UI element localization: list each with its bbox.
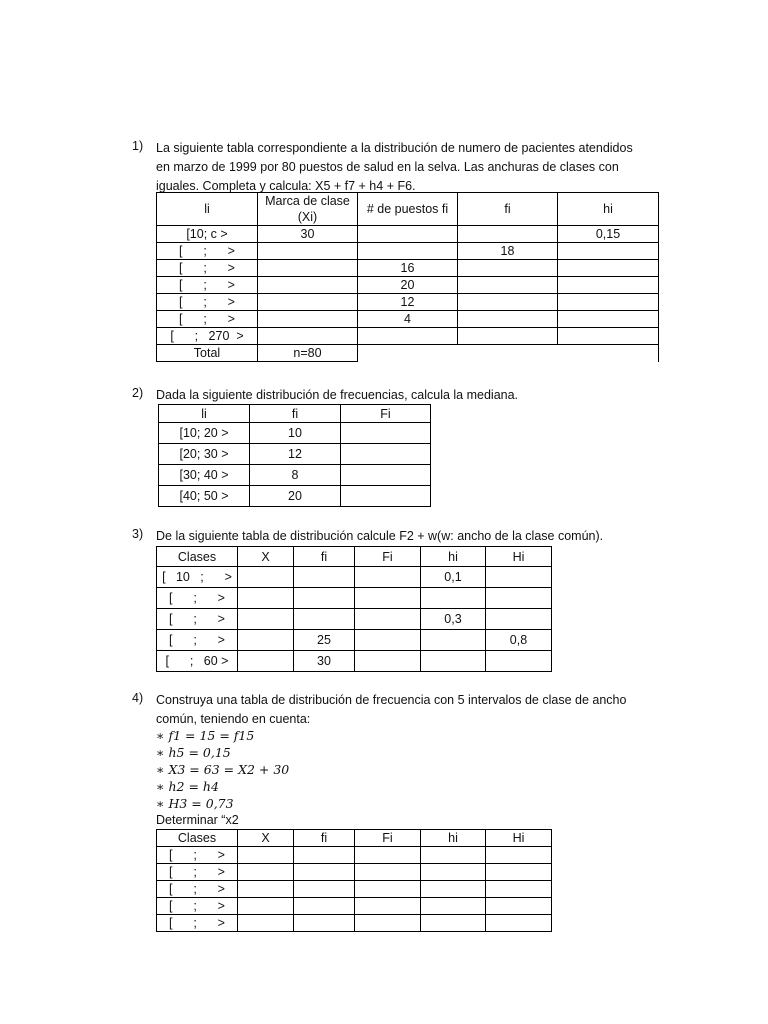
table-cell xyxy=(341,444,431,465)
table-cell: 20 xyxy=(358,277,458,294)
question-line: Construya una tabla de distribución de frecuencia con 5 intervalos de clase de ancho xyxy=(156,693,627,707)
table-cell xyxy=(294,588,355,609)
table-cell xyxy=(238,630,294,651)
table-cell: [ ; > xyxy=(157,294,258,311)
table-cell xyxy=(558,260,659,277)
column-header: Clases xyxy=(157,547,238,567)
table-cell: 30 xyxy=(258,226,358,243)
table-cell: [ ; 60 > xyxy=(157,651,238,672)
table-cell: [ ; > xyxy=(157,915,238,932)
condition: ∗ 𝑋3 = 63 = 𝑋2 + 30 xyxy=(156,762,290,777)
table-row xyxy=(157,243,659,260)
table-row xyxy=(157,226,659,243)
column-header: hi xyxy=(421,547,486,567)
table-row xyxy=(157,588,552,609)
table-cell xyxy=(238,881,294,898)
table-cell: 25 xyxy=(294,630,355,651)
table-cell: 12 xyxy=(250,444,341,465)
total-row xyxy=(157,345,659,362)
table-cell xyxy=(238,915,294,932)
question-line: en marzo de 1999 por 80 puestos de salud en la selva. Las anchuras de clases con xyxy=(156,160,619,174)
table-cell xyxy=(355,881,421,898)
table-cell xyxy=(258,294,358,311)
table-row xyxy=(159,444,431,465)
table-cell: 4 xyxy=(358,311,458,328)
table-cell: [ ; > xyxy=(157,277,258,294)
column-header: hi xyxy=(558,193,659,226)
table-cell: [40; 50 > xyxy=(159,486,250,507)
table-cell xyxy=(341,423,431,444)
total-label: Total xyxy=(157,345,258,362)
question-number: 2) xyxy=(132,386,144,400)
table-cell xyxy=(341,486,431,507)
column-header: fi xyxy=(250,405,341,423)
table-cell xyxy=(458,311,558,328)
table-cell: [ ; > xyxy=(157,847,238,864)
table-row xyxy=(157,651,552,672)
table-cell xyxy=(238,567,294,588)
table-row xyxy=(157,567,552,588)
table-q4 xyxy=(156,829,552,932)
column-header: fi xyxy=(294,830,355,847)
column-header: X xyxy=(238,830,294,847)
table-cell xyxy=(258,243,358,260)
table-cell: [ ; > xyxy=(157,881,238,898)
column-header: fi xyxy=(294,547,355,567)
table-cell xyxy=(258,260,358,277)
question-text xyxy=(156,139,676,196)
table-row xyxy=(157,864,552,881)
question-line: iguales. Completa y calcula: X5 + f7 + h4 + F6. xyxy=(156,179,416,193)
table-cell: 0,8 xyxy=(486,630,552,651)
table-cell xyxy=(421,588,486,609)
table-row xyxy=(157,609,552,630)
column-header: Hi xyxy=(486,547,552,567)
table-cell xyxy=(258,311,358,328)
table-cell: [ 10 ; > xyxy=(157,567,238,588)
table-cell: 8 xyxy=(250,465,341,486)
table-row xyxy=(157,881,552,898)
table-cell xyxy=(421,898,486,915)
table-cell xyxy=(238,651,294,672)
table-q2 xyxy=(158,404,431,507)
question-text: Dada la siguiente distribución de frecuencias, calcula la mediana. xyxy=(156,388,519,402)
condition: ∗ ℎ2 = ℎ4 xyxy=(156,779,219,794)
table-cell xyxy=(486,864,552,881)
table-cell xyxy=(486,588,552,609)
column-header: Hi xyxy=(486,830,552,847)
table-cell xyxy=(558,294,659,311)
table-cell xyxy=(486,651,552,672)
table-cell xyxy=(421,847,486,864)
table-cell xyxy=(294,609,355,630)
table-cell: [ ; > xyxy=(157,609,238,630)
question-text: De la siguiente tabla de distribución calcule F2 + w(w: ancho de la clase común). xyxy=(156,529,604,543)
question-line: La siguiente tabla correspondiente a la distribución de numero de pacientes atendidos xyxy=(156,141,633,155)
table-cell xyxy=(358,328,458,345)
condition: ∗ 𝑓1 = 15 = 𝑓15 xyxy=(156,728,255,743)
table-cell xyxy=(458,294,558,311)
condition: ∗ 𝐻3 = 0,73 xyxy=(156,796,234,811)
table-cell xyxy=(294,898,355,915)
table-cell xyxy=(258,277,358,294)
table-cell xyxy=(294,864,355,881)
column-header: X xyxy=(238,547,294,567)
table-cell: [ ; > xyxy=(157,260,258,277)
table-cell xyxy=(486,915,552,932)
table-cell xyxy=(458,277,558,294)
table-cell: 20 xyxy=(250,486,341,507)
table-cell xyxy=(238,588,294,609)
table-cell: [10; c > xyxy=(157,226,258,243)
question-line: común, teniendo en cuenta: xyxy=(156,712,311,726)
table-row xyxy=(159,486,431,507)
condition: ∗ ℎ5 = 0,15 xyxy=(156,745,231,760)
column-header: Marca de clase (Xi) xyxy=(258,193,358,226)
table-row xyxy=(157,915,552,932)
table-cell xyxy=(486,847,552,864)
question-number: 3) xyxy=(132,527,144,541)
table-cell: 12 xyxy=(358,294,458,311)
table-cell xyxy=(486,609,552,630)
table-cell: [ ; > xyxy=(157,588,238,609)
table-row xyxy=(159,423,431,444)
table-row xyxy=(157,630,552,651)
table-cell: [ ; > xyxy=(157,311,258,328)
table-cell: 0,1 xyxy=(421,567,486,588)
table-cell: 18 xyxy=(458,243,558,260)
table-cell xyxy=(421,881,486,898)
table-q1 xyxy=(156,192,659,362)
table-cell xyxy=(486,898,552,915)
column-header: Clases xyxy=(157,830,238,847)
table-cell xyxy=(294,881,355,898)
table-cell xyxy=(238,864,294,881)
table-cell xyxy=(355,567,421,588)
table-cell xyxy=(421,915,486,932)
table-cell xyxy=(486,881,552,898)
total-value: n=80 xyxy=(258,345,358,362)
table-cell xyxy=(294,567,355,588)
table-cell xyxy=(355,588,421,609)
column-header: li xyxy=(157,193,258,226)
table-row xyxy=(157,260,659,277)
table-cell xyxy=(558,277,659,294)
column-header: hi xyxy=(421,830,486,847)
empty-cell xyxy=(358,345,659,362)
table-q3 xyxy=(156,546,552,672)
table-cell xyxy=(355,630,421,651)
table-cell xyxy=(458,226,558,243)
table-row xyxy=(157,898,552,915)
table-row xyxy=(157,311,659,328)
table-cell xyxy=(558,328,659,345)
question-text xyxy=(156,691,676,729)
table-cell: 16 xyxy=(358,260,458,277)
table-cell: 10 xyxy=(250,423,341,444)
table-cell xyxy=(258,328,358,345)
table-cell: [ ; > xyxy=(157,630,238,651)
table-cell xyxy=(358,226,458,243)
table-cell: [10; 20 > xyxy=(159,423,250,444)
table-cell: 0,3 xyxy=(421,609,486,630)
table-row xyxy=(157,328,659,345)
table-cell xyxy=(355,898,421,915)
table-cell xyxy=(355,609,421,630)
table-cell xyxy=(294,915,355,932)
table-cell xyxy=(355,651,421,672)
table-cell: [ ; > xyxy=(157,898,238,915)
table-cell: [30; 40 > xyxy=(159,465,250,486)
table-cell: 30 xyxy=(294,651,355,672)
table-cell: [20; 30 > xyxy=(159,444,250,465)
table-cell xyxy=(238,609,294,630)
table-cell: [ ; > xyxy=(157,864,238,881)
table-cell: [ ; > xyxy=(157,243,258,260)
table-cell xyxy=(486,567,552,588)
table-row xyxy=(157,294,659,311)
determine-text: Determinar “x2 xyxy=(156,813,239,827)
column-header: Fi xyxy=(355,830,421,847)
table-cell xyxy=(238,847,294,864)
table-cell xyxy=(558,243,659,260)
table-cell xyxy=(458,328,558,345)
table-cell xyxy=(294,847,355,864)
table-row xyxy=(159,465,431,486)
table-cell xyxy=(341,465,431,486)
question-number: 4) xyxy=(132,691,144,705)
table-cell xyxy=(358,243,458,260)
table-cell xyxy=(355,847,421,864)
table-cell xyxy=(558,311,659,328)
table-cell xyxy=(355,915,421,932)
question-number: 1) xyxy=(132,139,144,153)
table-cell xyxy=(238,898,294,915)
table-cell xyxy=(421,630,486,651)
column-header: li xyxy=(159,405,250,423)
table-cell: [ ; 270 > xyxy=(157,328,258,345)
table-cell xyxy=(421,864,486,881)
table-cell xyxy=(355,864,421,881)
column-header: Fi xyxy=(355,547,421,567)
table-row xyxy=(157,847,552,864)
table-row xyxy=(157,277,659,294)
column-header: fi xyxy=(458,193,558,226)
table-cell: 0,15 xyxy=(558,226,659,243)
column-header: Fi xyxy=(341,405,431,423)
table-cell xyxy=(421,651,486,672)
column-header: # de puestos fi xyxy=(358,193,458,226)
table-cell xyxy=(458,260,558,277)
